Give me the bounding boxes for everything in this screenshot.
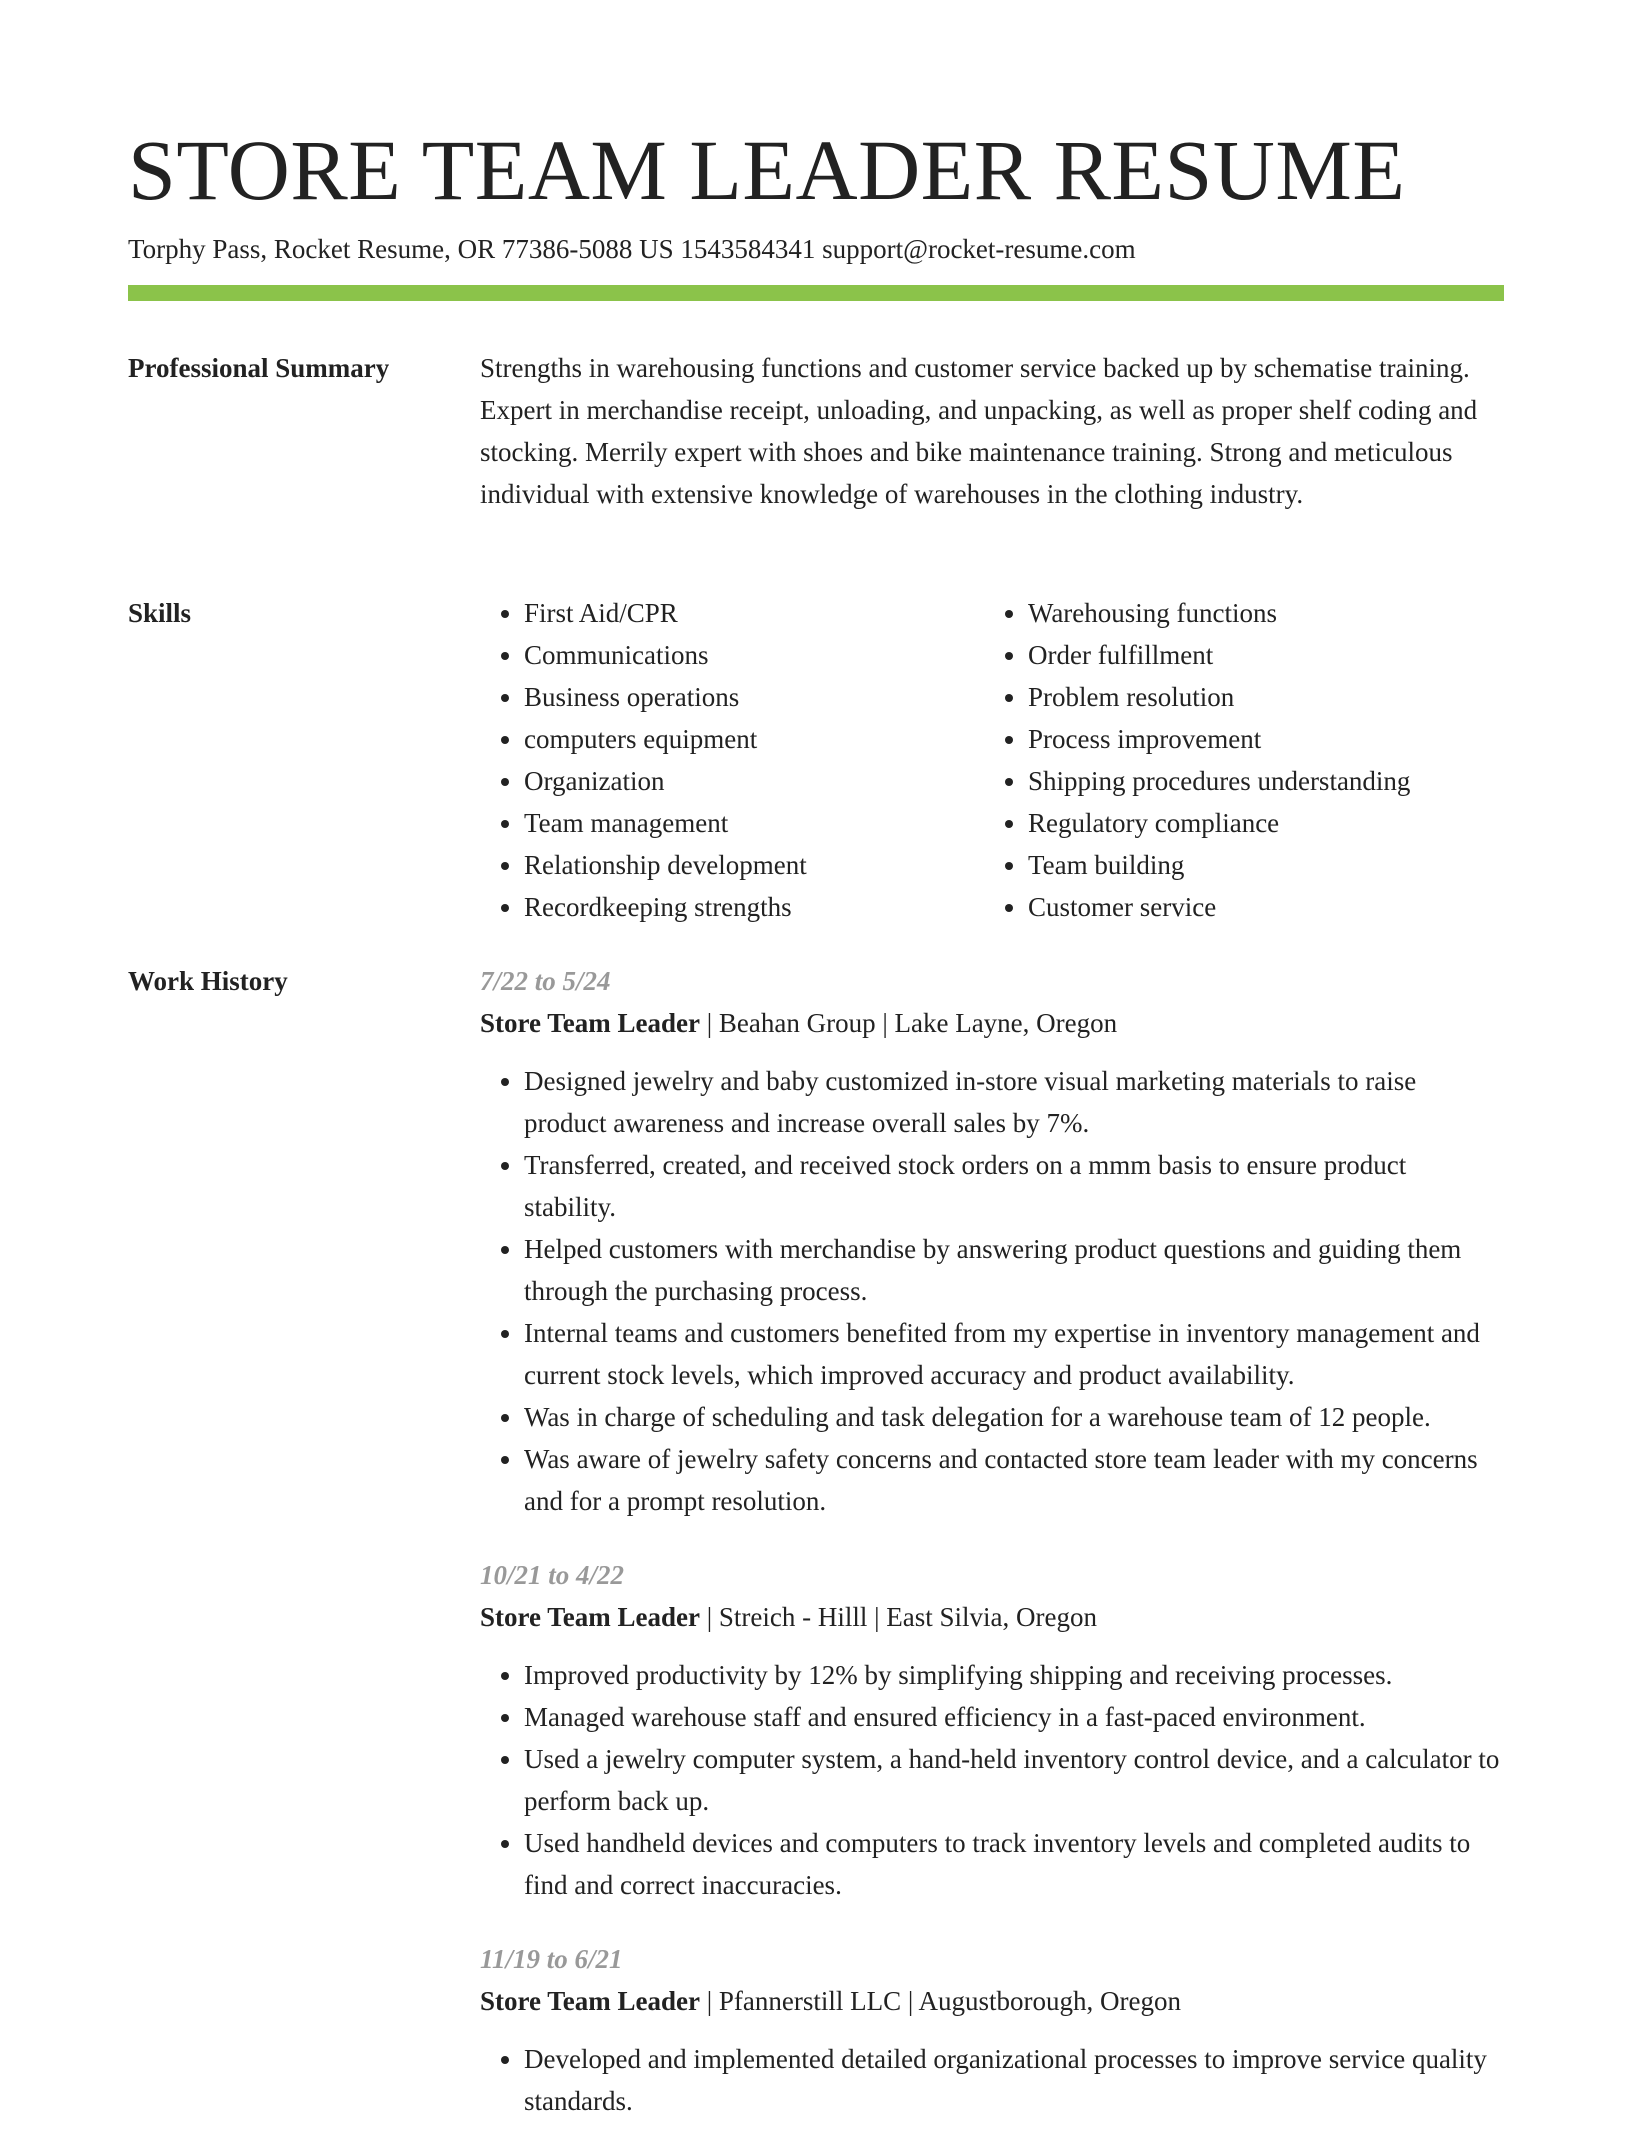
skill-item: • Team building (1028, 844, 1488, 886)
skill-item: • Order fulfillment (1028, 634, 1488, 676)
job-employer-location: | Beahan Group | Lake Layne, Oregon (699, 1008, 1118, 1038)
accent-divider (128, 285, 1504, 301)
job-dates: 11/19 to 6/21 (480, 1944, 623, 1974)
job-bullet-list (480, 1060, 1504, 1522)
summary-text: Strengths in warehousing functions and customer service backed up by schematise training. Expert in merchandise receipt, unloading, and unpacking, as well as proper shelf coding and stocking. Merrily expert with shoes and bike maintenance training. Strong and meticulous individual with extensive knowledge of warehouses in the clothing industry. (480, 353, 1478, 509)
job-heading-line (480, 1980, 1504, 2022)
skill-item: • Customer service (1028, 886, 1488, 928)
job-bullet: • Improved productivity by 12% by simplifying shipping and receiving processes. (524, 1654, 1504, 1696)
job-dates: 7/22 to 5/24 (480, 966, 611, 996)
skill-item: • Warehousing functions (1028, 592, 1488, 634)
skill-item: • Shipping procedures understanding (1028, 760, 1488, 802)
skill-item: • Recordkeeping strengths (524, 886, 984, 928)
skill-item: • Process improvement (1028, 718, 1488, 760)
skill-item: • computers equipment (524, 718, 984, 760)
job-heading-line (480, 1596, 1504, 1638)
skill-item: • First Aid/CPR (524, 592, 984, 634)
skill-item: • Communications (524, 634, 984, 676)
job-title: Store Team Leader (480, 1602, 700, 1632)
job-bullet: • Internal teams and customers benefited from my expertise in inventory management and current stock levels, which improved accuracy and product availability. (524, 1312, 1504, 1396)
skills-heading: Skills (128, 598, 192, 628)
skill-item: • Relationship development (524, 844, 984, 886)
skills-columns (480, 592, 1504, 928)
job-dates: 10/21 to 4/22 (480, 1560, 625, 1590)
skills-list-right (984, 592, 1488, 928)
job-title: Store Team Leader (480, 1008, 700, 1038)
job-heading-line (480, 1002, 1504, 1044)
job-bullet: • Was in charge of scheduling and task delegation for a warehouse team of 12 people. (524, 1396, 1504, 1438)
job-bullet: • Managed warehouse staff and ensured efficiency in a fast-paced environment. (524, 1696, 1504, 1738)
skill-item: • Regulatory compliance (1028, 802, 1488, 844)
job-bullet: • Was aware of jewelry safety concerns and contacted store team leader with my concerns and for a prompt resolution. (524, 1438, 1504, 1522)
job-bullet-list (480, 1654, 1504, 1906)
summary-body (480, 347, 1504, 515)
job-employer-location: | Pfannerstill LLC | Augustborough, Oregon (699, 1986, 1182, 2016)
summary-heading: Professional Summary (128, 353, 390, 383)
job-entry (480, 960, 1504, 1522)
skill-item: • Team management (524, 802, 984, 844)
job-employer-location: | Streich - Hilll | East Silvia, Oregon (699, 1602, 1097, 1632)
job-entry (480, 1938, 1504, 2122)
skill-item: • Problem resolution (1028, 676, 1488, 718)
job-bullet: • Used a jewelry computer system, a hand-held inventory control device, and a calculator to perform back up. (524, 1738, 1504, 1822)
skills-body (480, 592, 1504, 928)
work-history-heading: Work History (128, 966, 288, 996)
job-bullet: • Developed and implemented detailed organizational processes to improve service quality standards. (524, 2038, 1504, 2122)
job-bullet-list (480, 2038, 1504, 2122)
skill-item: • Business operations (524, 676, 984, 718)
job-entry (480, 1554, 1504, 1906)
work-history-body (480, 960, 1504, 2154)
job-bullet: • Transferred, created, and received stock orders on a mmm basis to ensure product stability. (524, 1144, 1504, 1228)
job-bullet: • Designed jewelry and baby customized in-store visual marketing materials to raise product awareness and increase overall sales by 7%. (524, 1060, 1504, 1144)
job-title: Store Team Leader (480, 1986, 700, 2016)
skills-list-left (480, 592, 984, 928)
job-bullet: • Used handheld devices and computers to track inventory levels and completed audits to find and correct inaccuracies. (524, 1822, 1504, 1906)
contact-line: Torphy Pass, Rocket Resume, OR 77386-5088 US 1543584341 support@rocket-resume.com (128, 234, 1136, 264)
job-bullet: • Helped customers with merchandise by answering product questions and guiding them through the purchasing process. (524, 1228, 1504, 1312)
resume-title: STORE TEAM LEADER RESUME (128, 122, 1406, 218)
skill-item: • Organization (524, 760, 984, 802)
